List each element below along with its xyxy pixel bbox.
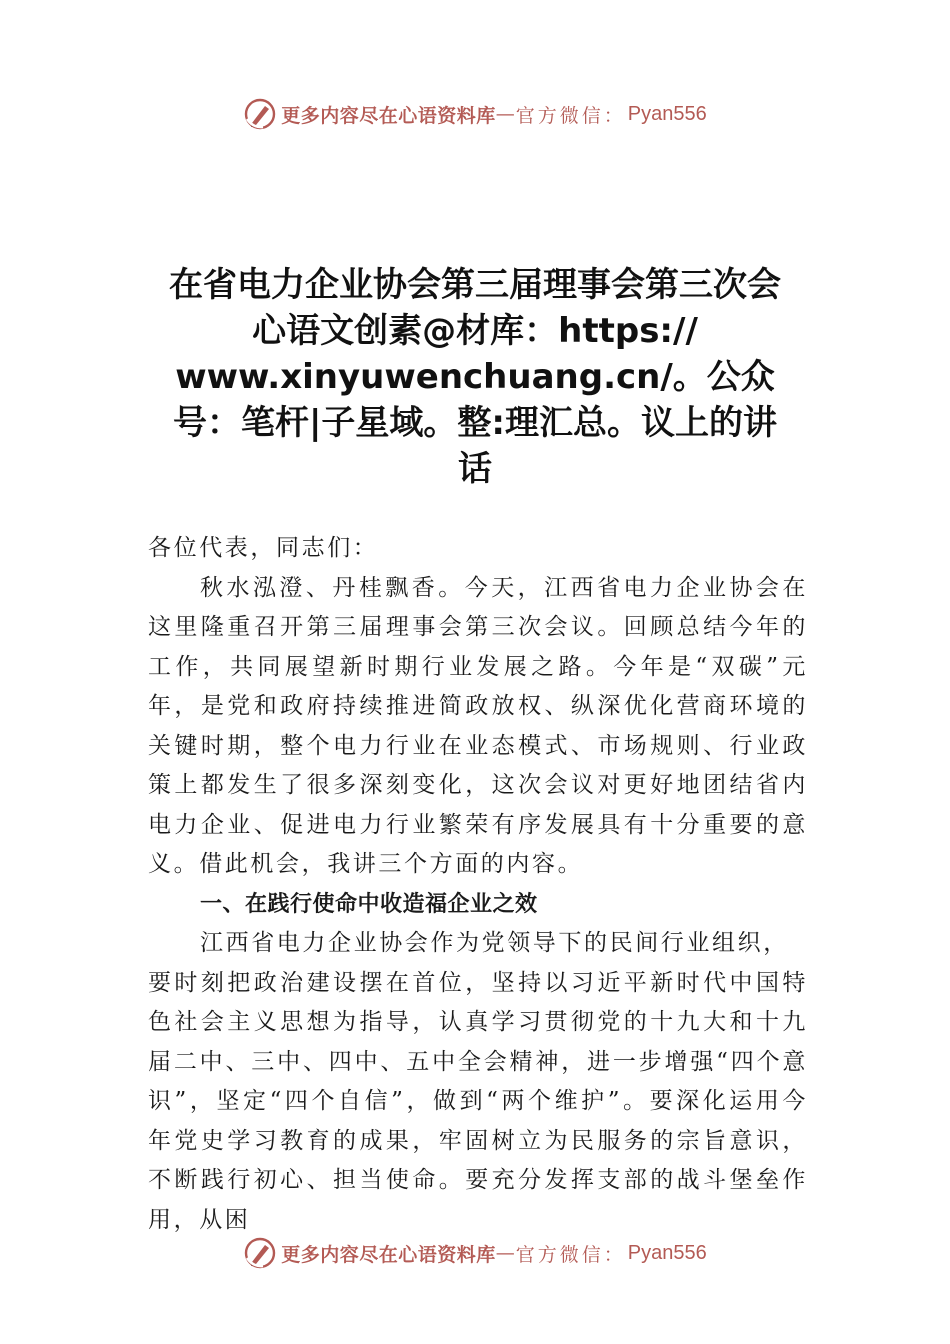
footer-banner [0, 1231, 950, 1275]
header-banner [0, 92, 950, 136]
title-line: www.xinyuwenchuang.cn/。公众 [175, 357, 775, 397]
paragraph: 要时刻把政治建设摆在首位，坚持以习近平新时代中国特色社会主义思想为指导，认真学习贯彻党的十九大和十九届二中、三中、四中、五中全会精神，进一步增强“四个意识”，坚定“四个自信”，做到“两个维护”。要深化运用今年党史学习教育的成果，牢固树立为民服务的宗旨意识，不断践行初心、担当使命。要充分发挥支部的战斗堡垒作用，从困 [148, 969, 808, 1233]
pen-circle-logo-icon [243, 97, 277, 131]
title-line: 话 [458, 449, 492, 489]
pen-circle-logo-icon [243, 1236, 277, 1270]
title-line: 在省电力企业协会第三届理事会第三次会 [169, 265, 781, 305]
banner-main-text: 更多内容尽在心语资料库 [281, 1243, 496, 1266]
banner-wechat-id: Pyan556 [627, 102, 707, 125]
banner-wechat-label: 官方微信： [515, 1243, 626, 1266]
title-line: 心语文创素@材库：https:// [252, 311, 698, 351]
salutation: 各位代表，同志们： [148, 535, 379, 561]
banner-main-text: 更多内容尽在心语资料库 [281, 104, 496, 127]
banner-separator: — [495, 103, 516, 125]
document-body [148, 529, 808, 1240]
banner-wechat-id: Pyan556 [627, 1241, 707, 1264]
paragraph: 秋水泓澄、丹桂飘香。今天，江西省电力企业协会在这里隆重召开第三届理事会第三次会议。回顾总结今年的工作，共同展望新时期行业发展之路。今年是“双碳”元年，是党和政府持续推进简政放权、纵深优化营商环境的关键时期，整个电力行业在业态模式、市场规则、行业政策上都发生了很多深刻变化，这次会议对更好地团结省内电力企业、促进电力行业繁荣有序发展具有十分重要的意义。借此机会，我讲三个方面的内容。 [148, 574, 808, 877]
paragraph-first-line: 江西省电力企业协会作为党领导下的民间行业组织， [200, 930, 789, 956]
banner-separator: — [495, 1242, 516, 1264]
section-heading: 一、在践行使命中收造福企业之效 [200, 891, 538, 917]
document-title [140, 262, 810, 492]
title-line: 号：笔杆|子星域。整:理汇总。议上的讲 [172, 403, 777, 443]
banner-wechat-label: 官方微信： [515, 104, 626, 127]
